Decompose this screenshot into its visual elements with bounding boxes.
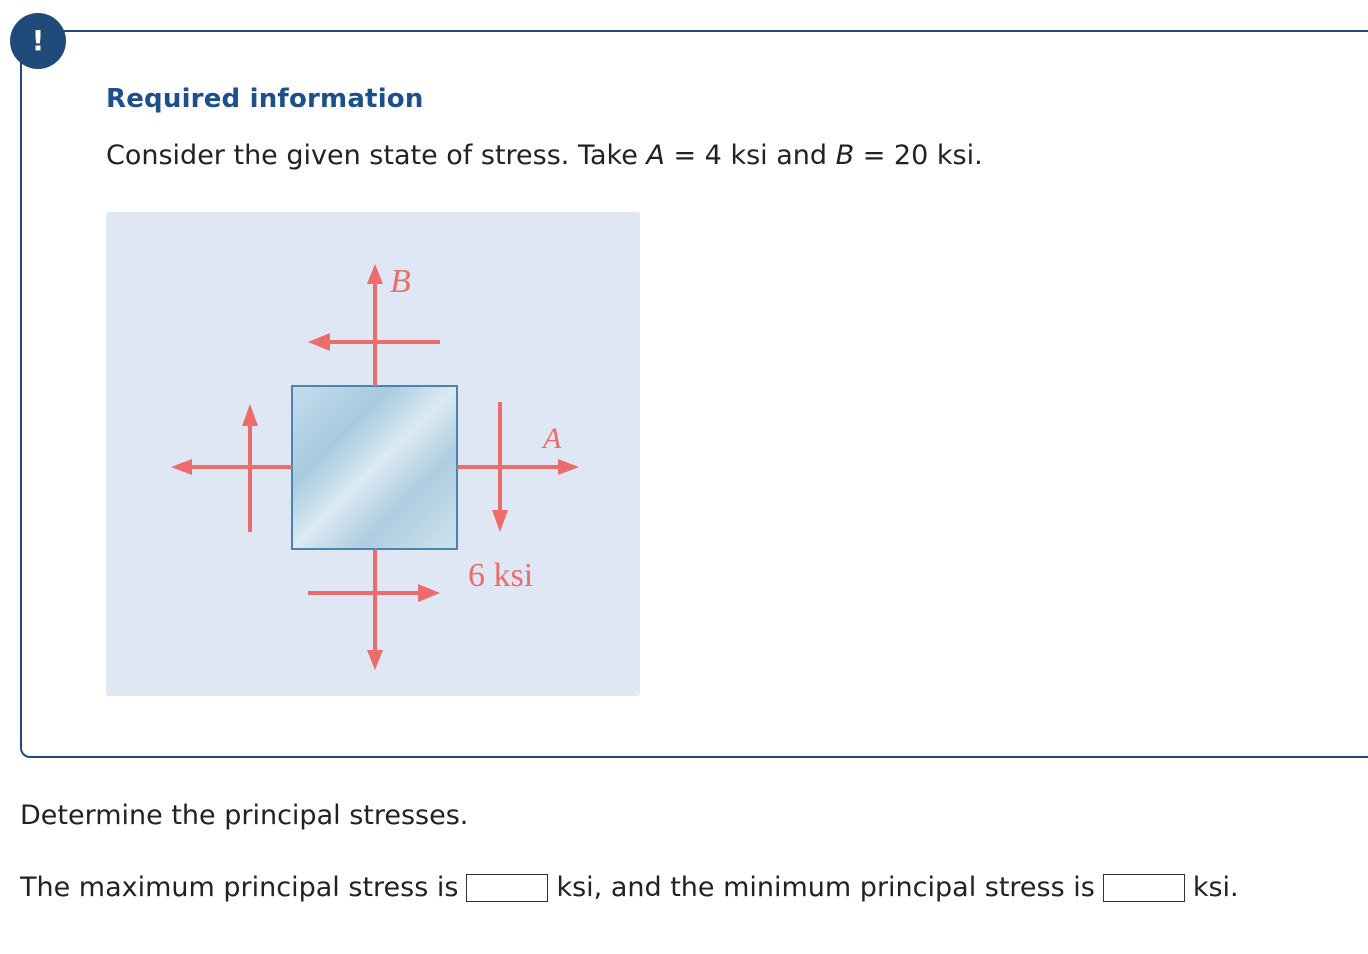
normal-stress-b-bottom-arrow: [367, 549, 383, 670]
stress-element-figure: [106, 212, 640, 696]
mid-text: ksi, and the minimum principal stress is: [556, 872, 1095, 903]
label-shear-stress: 6 ksi: [468, 557, 534, 594]
given-statement: [106, 138, 983, 174]
normal-stress-a-arrow: [457, 459, 579, 475]
var-a: A: [646, 140, 665, 171]
label-b: B: [390, 263, 411, 300]
eq-a: = 4 ksi and: [664, 140, 836, 171]
stress-element-square: [292, 386, 457, 549]
min-principal-stress-input[interactable]: [1103, 874, 1185, 902]
required-info-title: Required information: [106, 84, 424, 114]
units-suffix: ksi.: [1192, 872, 1239, 903]
max-stress-prefix: The maximum principal stress is: [20, 872, 459, 903]
normal-stress-b-arrow: [367, 264, 383, 386]
eq-b: = 20 ksi.: [854, 140, 983, 171]
exclamation-icon: !: [10, 13, 66, 69]
question-prompt: Determine the principal stresses.: [20, 800, 469, 831]
stress-diagram: [106, 212, 640, 696]
var-b: B: [835, 140, 855, 171]
given-prefix: Consider the given state of stress. Take: [106, 140, 647, 171]
label-a: A: [543, 422, 562, 455]
answer-sentence: [20, 870, 1239, 906]
normal-stress-a-left-arrow: [171, 459, 292, 475]
max-principal-stress-input[interactable]: [466, 874, 548, 902]
